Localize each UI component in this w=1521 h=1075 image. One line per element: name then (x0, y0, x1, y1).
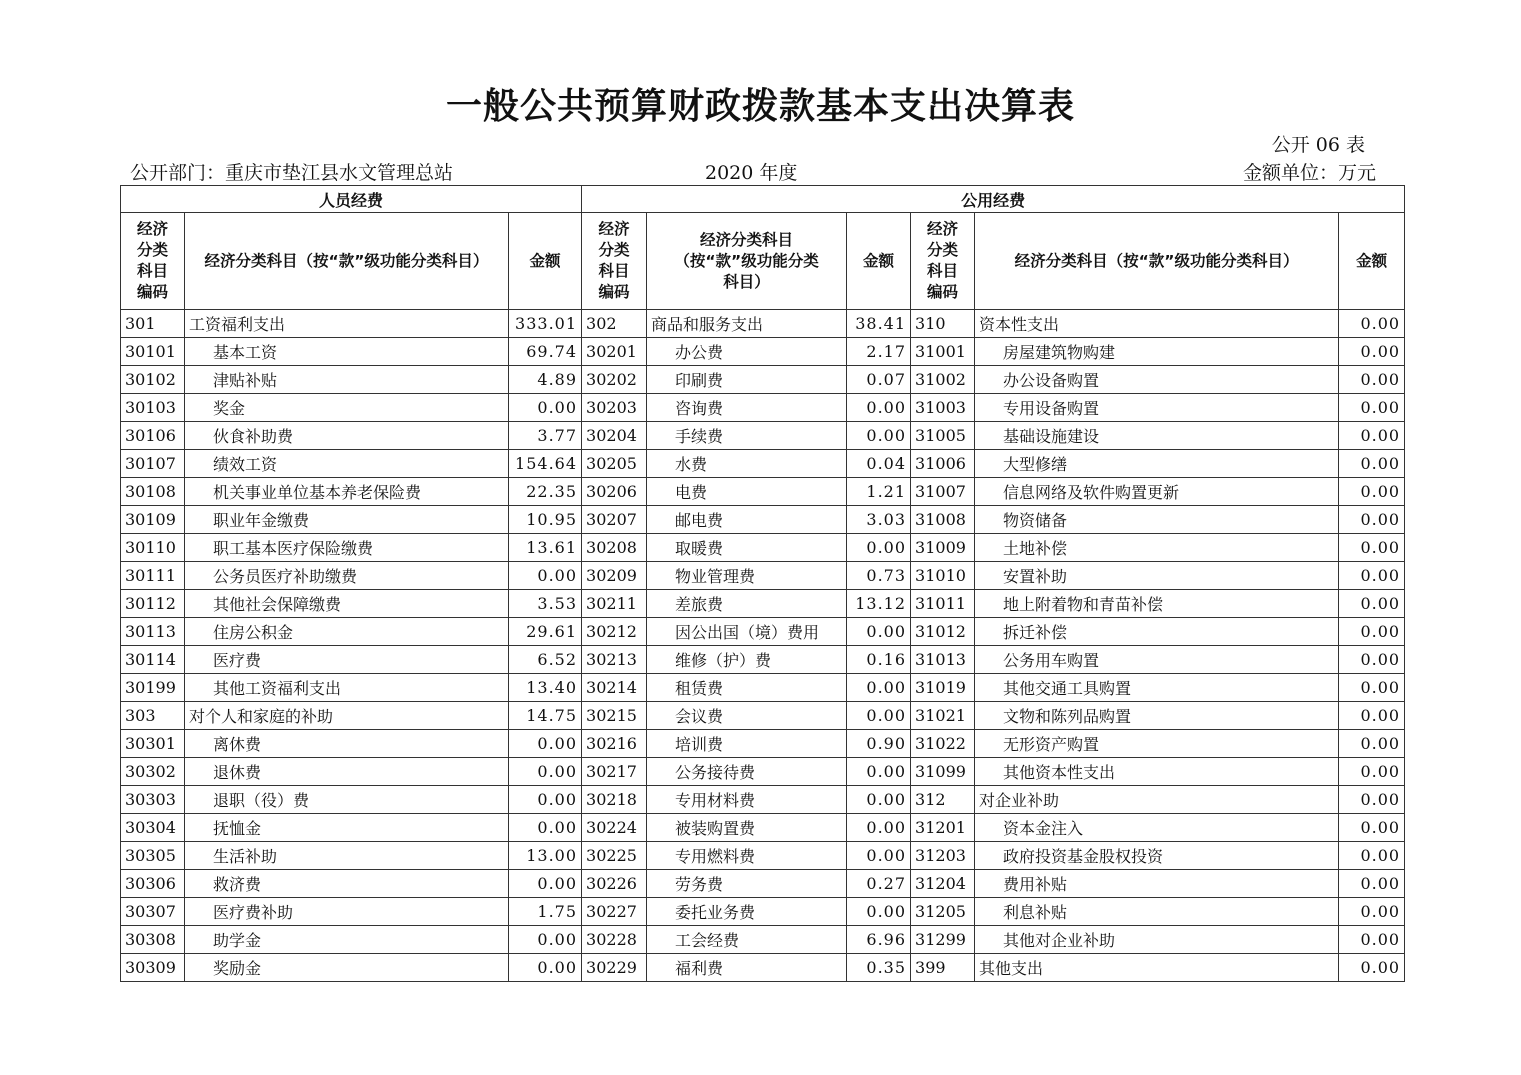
item-name-cell: 住房公积金 (185, 618, 509, 646)
table-row (121, 814, 1405, 842)
code-cell: 310 (911, 310, 975, 338)
amount-cell: 2.17 (847, 338, 911, 366)
amount-cell: 14.75 (509, 702, 582, 730)
code-cell: 301 (121, 310, 185, 338)
amount-cell: 0.00 (1339, 646, 1405, 674)
code-cell: 30301 (121, 730, 185, 758)
code-cell: 31011 (911, 590, 975, 618)
item-name-cell: 其他支出 (975, 954, 1339, 982)
item-name-cell: 基础设施建设 (975, 422, 1339, 450)
item-name-cell: 政府投资基金股权投资 (975, 842, 1339, 870)
amount-cell: 0.00 (847, 842, 911, 870)
header-code: 经济分类科目编码 (911, 213, 975, 310)
code-cell: 30106 (121, 422, 185, 450)
header-amount: 金额 (1339, 213, 1405, 310)
code-cell: 30228 (582, 926, 647, 954)
item-name-cell: 利息补贴 (975, 898, 1339, 926)
code-cell: 30212 (582, 618, 647, 646)
amount-cell: 10.95 (509, 506, 582, 534)
amount-cell: 13.61 (509, 534, 582, 562)
item-name-cell: 电费 (647, 478, 847, 506)
table-row (121, 450, 1405, 478)
code-cell: 30213 (582, 646, 647, 674)
item-name-cell: 土地补偿 (975, 534, 1339, 562)
item-name-cell: 物业管理费 (647, 562, 847, 590)
code-cell: 30204 (582, 422, 647, 450)
amount-cell: 0.00 (1339, 898, 1405, 926)
amount-cell: 0.04 (847, 450, 911, 478)
item-name-cell: 职工基本医疗保险缴费 (185, 534, 509, 562)
amount-cell: 0.00 (1339, 590, 1405, 618)
header-code: 经济分类科目编码 (121, 213, 185, 310)
code-cell: 31003 (911, 394, 975, 422)
item-name-cell: 奖金 (185, 394, 509, 422)
code-cell: 31009 (911, 534, 975, 562)
code-cell: 31001 (911, 338, 975, 366)
amount-cell: 0.16 (847, 646, 911, 674)
item-name-cell: 会议费 (647, 702, 847, 730)
code-cell: 31012 (911, 618, 975, 646)
item-name-cell: 其他社会保障缴费 (185, 590, 509, 618)
code-cell: 30112 (121, 590, 185, 618)
item-name-cell: 退职（役）费 (185, 786, 509, 814)
table-row (121, 702, 1405, 730)
amount-cell: 29.61 (509, 618, 582, 646)
item-name-cell: 咨询费 (647, 394, 847, 422)
amount-cell: 0.00 (1339, 534, 1405, 562)
code-cell: 30109 (121, 506, 185, 534)
amount-cell: 3.77 (509, 422, 582, 450)
code-cell: 30199 (121, 674, 185, 702)
table-row (121, 618, 1405, 646)
code-cell: 30207 (582, 506, 647, 534)
item-name-cell: 信息网络及软件购置更新 (975, 478, 1339, 506)
code-cell: 30302 (121, 758, 185, 786)
item-name-cell: 文物和陈列品购置 (975, 702, 1339, 730)
amount-cell: 22.35 (509, 478, 582, 506)
code-cell: 30216 (582, 730, 647, 758)
item-name-cell: 公务用车购置 (975, 646, 1339, 674)
amount-cell: 6.52 (509, 646, 582, 674)
table-row (121, 366, 1405, 394)
item-name-cell: 手续费 (647, 422, 847, 450)
amount-cell: 6.96 (847, 926, 911, 954)
item-name-cell: 公务接待费 (647, 758, 847, 786)
item-name-cell: 其他对企业补助 (975, 926, 1339, 954)
amount-unit: 金额单位：万元 (1242, 162, 1376, 184)
code-cell: 30218 (582, 786, 647, 814)
amount-cell: 0.00 (1339, 926, 1405, 954)
item-name-cell: 工会经费 (647, 926, 847, 954)
item-name-cell: 津贴补贴 (185, 366, 509, 394)
item-name-cell: 费用补贴 (975, 870, 1339, 898)
budget-table (120, 185, 1405, 982)
code-cell: 30306 (121, 870, 185, 898)
code-cell: 30215 (582, 702, 647, 730)
item-name-cell: 拆迁补偿 (975, 618, 1339, 646)
code-cell: 30308 (121, 926, 185, 954)
amount-cell: 38.41 (847, 310, 911, 338)
table-row (121, 898, 1405, 926)
code-cell: 31005 (911, 422, 975, 450)
code-cell: 30225 (582, 842, 647, 870)
amount-cell: 0.00 (1339, 702, 1405, 730)
amount-cell: 0.00 (509, 926, 582, 954)
table-row (121, 730, 1405, 758)
item-name-cell: 水费 (647, 450, 847, 478)
code-cell: 31002 (911, 366, 975, 394)
code-cell: 30102 (121, 366, 185, 394)
amount-cell: 0.00 (509, 870, 582, 898)
code-cell: 30101 (121, 338, 185, 366)
item-name-cell: 办公费 (647, 338, 847, 366)
item-name-cell: 伙食补助费 (185, 422, 509, 450)
table-row (121, 758, 1405, 786)
item-name-cell: 办公设备购置 (975, 366, 1339, 394)
amount-cell: 0.00 (847, 702, 911, 730)
code-cell: 30211 (582, 590, 647, 618)
amount-cell: 0.00 (509, 758, 582, 786)
table-row (121, 870, 1405, 898)
amount-cell: 1.75 (509, 898, 582, 926)
table-row (121, 534, 1405, 562)
amount-cell: 0.00 (1339, 842, 1405, 870)
code-cell: 302 (582, 310, 647, 338)
item-name-cell: 对个人和家庭的补助 (185, 702, 509, 730)
code-cell: 30229 (582, 954, 647, 982)
amount-cell: 0.27 (847, 870, 911, 898)
item-name-cell: 专用燃料费 (647, 842, 847, 870)
amount-cell: 0.00 (1339, 450, 1405, 478)
amount-cell: 0.00 (509, 730, 582, 758)
code-cell: 303 (121, 702, 185, 730)
amount-cell: 0.00 (509, 394, 582, 422)
table-row (121, 674, 1405, 702)
amount-cell: 0.00 (1339, 310, 1405, 338)
item-name-cell: 劳务费 (647, 870, 847, 898)
table-row (121, 310, 1405, 338)
item-name-cell: 基本工资 (185, 338, 509, 366)
code-cell: 31204 (911, 870, 975, 898)
amount-cell: 0.00 (847, 394, 911, 422)
code-cell: 31299 (911, 926, 975, 954)
item-name-cell: 奖励金 (185, 954, 509, 982)
item-name-cell: 其他交通工具购置 (975, 674, 1339, 702)
table-row (121, 646, 1405, 674)
table-row (121, 926, 1405, 954)
amount-cell: 0.00 (1339, 338, 1405, 366)
amount-cell: 0.00 (1339, 954, 1405, 982)
item-name-cell: 差旅费 (647, 590, 847, 618)
amount-cell: 0.00 (847, 534, 911, 562)
amount-cell: 0.00 (847, 422, 911, 450)
amount-cell: 0.00 (847, 898, 911, 926)
amount-cell: 0.35 (847, 954, 911, 982)
header-name: 经济分类科目（按“款”级功能分类科目） (647, 213, 847, 310)
item-name-cell: 资本金注入 (975, 814, 1339, 842)
table-row (121, 394, 1405, 422)
item-name-cell: 地上附着物和青苗补偿 (975, 590, 1339, 618)
table-row (121, 422, 1405, 450)
code-cell: 30304 (121, 814, 185, 842)
code-cell: 31008 (911, 506, 975, 534)
item-name-cell: 抚恤金 (185, 814, 509, 842)
amount-cell: 0.00 (1339, 870, 1405, 898)
amount-cell: 0.00 (1339, 366, 1405, 394)
item-name-cell: 房屋建筑物购建 (975, 338, 1339, 366)
code-cell: 31022 (911, 730, 975, 758)
amount-cell: 0.00 (1339, 394, 1405, 422)
item-name-cell: 印刷费 (647, 366, 847, 394)
amount-cell: 0.00 (847, 618, 911, 646)
item-name-cell: 公务员医疗补助缴费 (185, 562, 509, 590)
amount-cell: 0.00 (1339, 758, 1405, 786)
code-cell: 30113 (121, 618, 185, 646)
code-cell: 30201 (582, 338, 647, 366)
code-cell: 30108 (121, 478, 185, 506)
code-cell: 31013 (911, 646, 975, 674)
code-cell: 30217 (582, 758, 647, 786)
item-name-cell: 租赁费 (647, 674, 847, 702)
fiscal-year: 2020 年度 (705, 162, 798, 184)
item-name-cell: 绩效工资 (185, 450, 509, 478)
code-cell: 399 (911, 954, 975, 982)
item-name-cell: 医疗费补助 (185, 898, 509, 926)
item-name-cell: 生活补助 (185, 842, 509, 870)
amount-cell: 0.00 (847, 814, 911, 842)
code-cell: 30303 (121, 786, 185, 814)
item-name-cell: 医疗费 (185, 646, 509, 674)
amount-cell: 13.40 (509, 674, 582, 702)
amount-cell: 0.00 (1339, 786, 1405, 814)
code-cell: 30110 (121, 534, 185, 562)
header-name: 经济分类科目（按“款”级功能分类科目） (975, 213, 1339, 310)
amount-cell: 0.00 (1339, 422, 1405, 450)
code-cell: 30309 (121, 954, 185, 982)
header-amount: 金额 (509, 213, 582, 310)
item-name-cell: 委托业务费 (647, 898, 847, 926)
item-name-cell: 物资储备 (975, 506, 1339, 534)
amount-cell: 0.00 (509, 562, 582, 590)
item-name-cell: 福利费 (647, 954, 847, 982)
amount-cell: 13.00 (509, 842, 582, 870)
code-cell: 31203 (911, 842, 975, 870)
item-name-cell: 机关事业单位基本养老保险费 (185, 478, 509, 506)
amount-cell: 0.00 (1339, 562, 1405, 590)
item-name-cell: 安置补助 (975, 562, 1339, 590)
code-cell: 31205 (911, 898, 975, 926)
item-name-cell: 取暖费 (647, 534, 847, 562)
code-cell: 31006 (911, 450, 975, 478)
item-name-cell: 退休费 (185, 758, 509, 786)
table-number: 公开 06 表 (1271, 134, 1365, 156)
code-cell: 31021 (911, 702, 975, 730)
header-name: 经济分类科目（按“款”级功能分类科目） (185, 213, 509, 310)
item-name-cell: 助学金 (185, 926, 509, 954)
amount-cell: 3.53 (509, 590, 582, 618)
table-row (121, 338, 1405, 366)
code-cell: 31019 (911, 674, 975, 702)
amount-cell: 4.89 (509, 366, 582, 394)
item-name-cell: 职业年金缴费 (185, 506, 509, 534)
amount-cell: 0.00 (509, 786, 582, 814)
code-cell: 30205 (582, 450, 647, 478)
item-name-cell: 无形资产购置 (975, 730, 1339, 758)
department-label: 公开部门：重庆市垫江县水文管理总站 (130, 162, 454, 184)
section-public: 公用经费 (582, 186, 1405, 213)
code-cell: 30305 (121, 842, 185, 870)
item-name-cell: 救济费 (185, 870, 509, 898)
code-cell: 31007 (911, 478, 975, 506)
amount-cell: 0.00 (1339, 506, 1405, 534)
amount-cell: 0.00 (847, 758, 911, 786)
amount-cell: 0.00 (1339, 674, 1405, 702)
code-cell: 31201 (911, 814, 975, 842)
meta-row (130, 158, 1376, 184)
table-row (121, 954, 1405, 982)
amount-cell: 69.74 (509, 338, 582, 366)
item-name-cell: 邮电费 (647, 506, 847, 534)
code-cell: 30224 (582, 814, 647, 842)
item-name-cell: 工资福利支出 (185, 310, 509, 338)
table-row (121, 562, 1405, 590)
item-name-cell: 维修（护）费 (647, 646, 847, 674)
code-cell: 30206 (582, 478, 647, 506)
item-name-cell: 离休费 (185, 730, 509, 758)
code-cell: 30103 (121, 394, 185, 422)
item-name-cell: 商品和服务支出 (647, 310, 847, 338)
amount-cell: 3.03 (847, 506, 911, 534)
item-name-cell: 大型修缮 (975, 450, 1339, 478)
amount-cell: 0.00 (1339, 730, 1405, 758)
table-row (121, 842, 1405, 870)
amount-cell: 0.00 (1339, 618, 1405, 646)
item-name-cell: 其他工资福利支出 (185, 674, 509, 702)
code-cell: 30209 (582, 562, 647, 590)
code-cell: 30111 (121, 562, 185, 590)
table-row (121, 506, 1405, 534)
code-cell: 312 (911, 786, 975, 814)
item-name-cell: 资本性支出 (975, 310, 1339, 338)
amount-cell: 1.21 (847, 478, 911, 506)
code-cell: 30227 (582, 898, 647, 926)
item-name-cell: 其他资本性支出 (975, 758, 1339, 786)
amount-cell: 154.64 (509, 450, 582, 478)
page-title: 一般公共预算财政拨款基本支出决算表 (445, 86, 1075, 127)
item-name-cell: 培训费 (647, 730, 847, 758)
amount-cell: 0.00 (847, 674, 911, 702)
table-row (121, 478, 1405, 506)
amount-cell: 0.00 (509, 814, 582, 842)
amount-cell: 0.00 (847, 786, 911, 814)
code-cell: 30208 (582, 534, 647, 562)
amount-cell: 0.00 (1339, 814, 1405, 842)
amount-cell: 0.07 (847, 366, 911, 394)
code-cell: 30114 (121, 646, 185, 674)
amount-cell: 0.00 (1339, 478, 1405, 506)
amount-cell: 0.00 (509, 954, 582, 982)
item-name-cell: 专用材料费 (647, 786, 847, 814)
amount-cell: 0.73 (847, 562, 911, 590)
header-amount: 金额 (847, 213, 911, 310)
code-cell: 30214 (582, 674, 647, 702)
code-cell: 30203 (582, 394, 647, 422)
section-personnel: 人员经费 (121, 186, 582, 213)
code-cell: 30107 (121, 450, 185, 478)
item-name-cell: 被装购置费 (647, 814, 847, 842)
code-cell: 30202 (582, 366, 647, 394)
item-name-cell: 因公出国（境）费用 (647, 618, 847, 646)
code-cell: 31099 (911, 758, 975, 786)
amount-cell: 0.90 (847, 730, 911, 758)
amount-cell: 13.12 (847, 590, 911, 618)
header-code: 经济分类科目编码 (582, 213, 647, 310)
item-name-cell: 专用设备购置 (975, 394, 1339, 422)
table-row (121, 786, 1405, 814)
code-cell: 31010 (911, 562, 975, 590)
code-cell: 30226 (582, 870, 647, 898)
amount-cell: 333.01 (509, 310, 582, 338)
table-row (121, 590, 1405, 618)
item-name-cell: 对企业补助 (975, 786, 1339, 814)
code-cell: 30307 (121, 898, 185, 926)
